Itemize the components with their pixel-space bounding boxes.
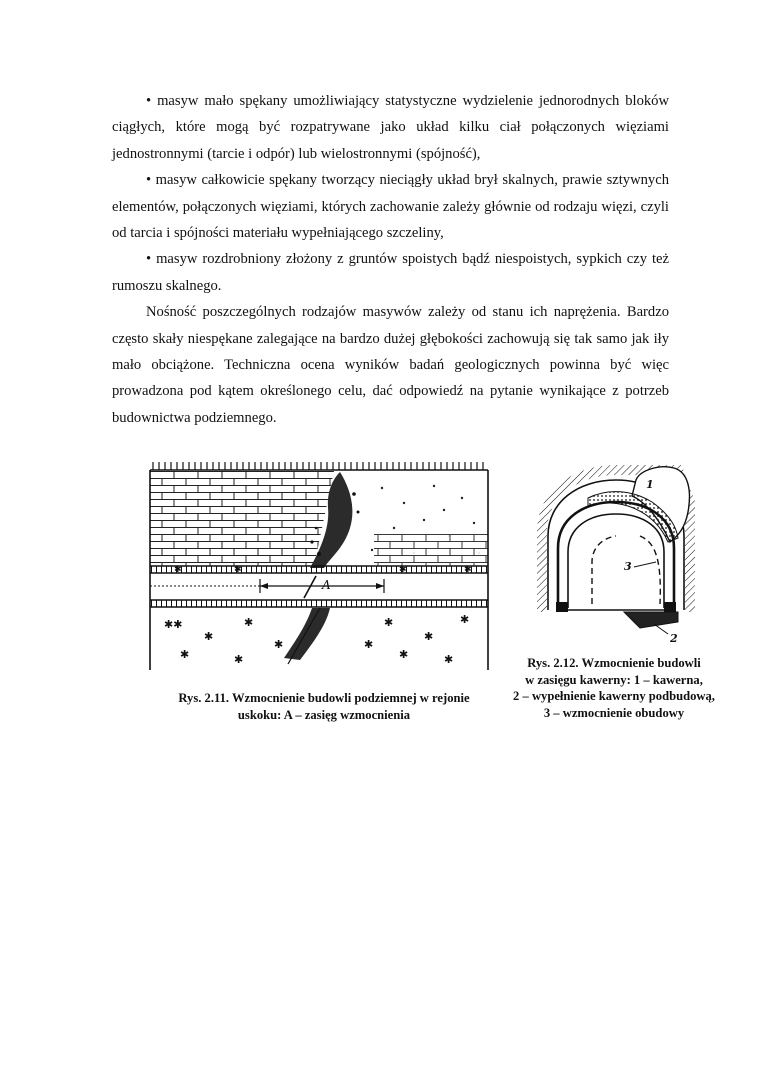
caption-212-line-2: w zasięgu kawerny: 1 – kawerna, (525, 672, 703, 687)
brick-strata-left (150, 471, 334, 566)
paragraph-massif-fragmented: • masyw rozdrobniony złożony z gruntów spoistych bądź niespoistych, sypkich czy też rumoszu skalnego. (112, 251, 669, 294)
upper-wall-band (150, 566, 488, 573)
svg-text:✱: ✱ (174, 565, 182, 575)
caption-211-line-1: Rys. 2.11. Wzmocnienie budowli podziemnej w rejonie (178, 691, 470, 705)
paragraph-massif-slightly-cracked: • masyw mało spękany umożliwiający statystyczne wydzielenie jednorodnych bloków ciągłych, które mogą być rozpatrywane jako układ kilku ciał połączonych więziami jednostronnymi (tarcie i odpór) lub wielostronnymi (spójność), (112, 93, 669, 162)
svg-text:✱: ✱ (464, 565, 472, 575)
tunnel-lining-inner (568, 514, 664, 608)
svg-text:✱: ✱ (204, 630, 214, 643)
svg-text:✱: ✱ (399, 648, 409, 661)
label-2-filling: 2 (670, 632, 678, 645)
fault-rubble-lower (284, 608, 330, 660)
label-1-cavern: 1 (646, 478, 654, 491)
svg-text:✱: ✱ (364, 638, 374, 651)
svg-text:✱: ✱ (444, 653, 454, 666)
figure-cavern-reinforcement (528, 462, 704, 652)
svg-text:✱: ✱ (234, 653, 244, 666)
body-text (112, 88, 669, 431)
brick-strata-right (374, 534, 488, 566)
floor-foot-right (664, 602, 676, 612)
floor-foot-left (556, 602, 568, 612)
caption-212-line-3: 2 – wypełnienie kawerny podbudową, (513, 689, 715, 704)
svg-text:✱: ✱ (399, 565, 407, 575)
lower-wall-band (150, 600, 488, 607)
svg-text:✱: ✱ (384, 616, 394, 629)
svg-text:✱: ✱ (424, 630, 434, 643)
figure-fault-zone-reinforcement (144, 458, 494, 680)
caption-figure-2-11 (150, 690, 498, 723)
paragraph-bearing-capacity: Nośność poszczególnych rodzajów masywów zależy od stanu ich naprężenia. Bardzo często skały niespękane zalegające na bardzo dużej głębokości zachowują się tak samo jak iły mało obciążone. Techniczna ocena wyników badań geologicznych powinna być więc prowadzona pod kątem określonego celu, dać odpowiedź na pytanie wynikające z potrzeb budownictwa podziemnego. (112, 304, 669, 426)
paragraph-massif-fully-cracked: • masyw całkowicie spękany tworzący nieciągły układ brył skalnych, prawie sztywnych elementów, połączonych więziami, których zachowanie zależy głównie od rodzaju więzi, czyli od tarcia i spójności materiału wypełniającego szczeliny, (112, 172, 669, 242)
svg-text:✱✱: ✱✱ (164, 618, 183, 631)
caption-212-line-4: 3 – wzmocnienie obudowy (543, 705, 685, 720)
svg-text:✱: ✱ (180, 648, 190, 661)
caption-figure-2-12 (496, 655, 732, 721)
label-3-reinforcement: 3 (624, 560, 632, 573)
svg-text:✱: ✱ (274, 638, 284, 651)
svg-text:✱: ✱ (244, 616, 254, 629)
range-a-label: A (322, 578, 331, 592)
svg-text:✱: ✱ (234, 565, 242, 575)
svg-text:✱: ✱ (460, 613, 470, 626)
floor-filling (624, 612, 678, 628)
fault-line-through-tunnel (304, 576, 316, 598)
surface-hatching (150, 462, 488, 470)
caption-211-line-2: uskoku: A – zasięg wzmocnienia (237, 707, 411, 722)
caption-212-line-1: Rys. 2.12. Wzmocnienie budowli (527, 656, 701, 670)
